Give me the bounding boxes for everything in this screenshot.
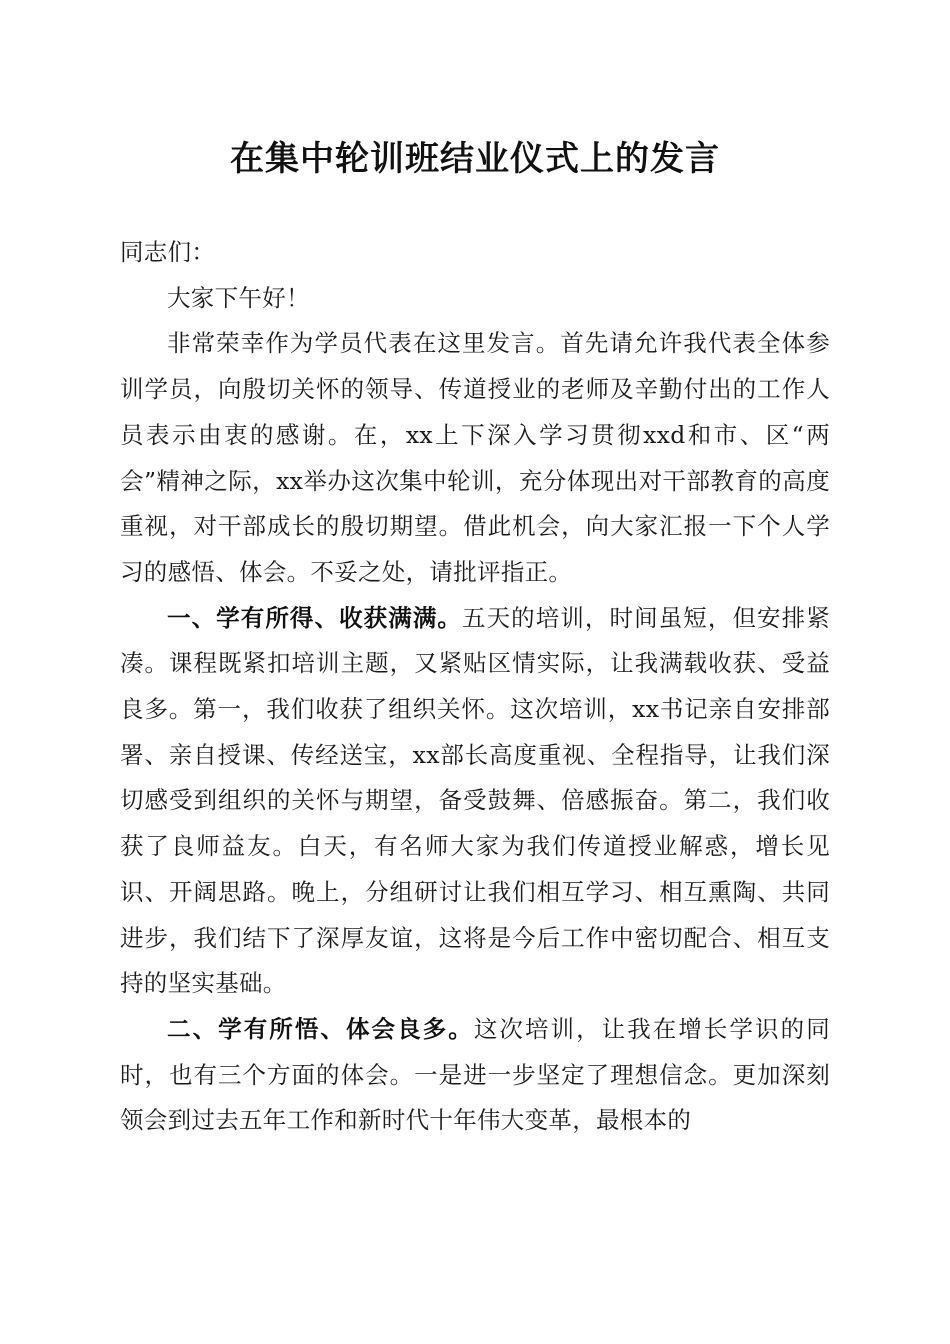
salutation: 同志们： bbox=[120, 238, 216, 266]
document-body bbox=[120, 230, 830, 1144]
paragraph-text: 这次培训，让我在增长学识的同时，也有三个方面的体会。一是进一步坚定了理想信念。更加深刻领会到过去五年工作和新时代十年伟大变革，最根本的 bbox=[120, 1014, 830, 1135]
paragraph-intro bbox=[120, 321, 830, 595]
section-heading: 二、学有所悟、体会良多。 bbox=[167, 1014, 474, 1043]
paragraph-text: 非常荣幸作为学员代表在这里发言。首先请允许我代表全体参训学员，向殷切关怀的领导、传道授业的老师及辛勤付出的工作人员表示由衷的感谢。在，xx上下深入学习贯彻xxd和市、区“两会”精神之际，xx举办这次集中轮训，充分体现出对干部教育的高度重视，对干部成长的殷切期望。借此机会，向大家汇报一下个人学习的感悟、体会。不妥之处，请批评指正。 bbox=[120, 329, 830, 586]
paragraph-text: 五天的培训，时间虽短，但安排紧凑。课程既紧扣培训主题，又紧贴区情实际，让我满载收获、受益良多。第一，我们收获了组织关怀。这次培训，xx书记亲自安排部署、亲自授课、传经送宝，xx部长高度重视、全程指导，让我们深切感受到组织的关怀与期望，备受鼓舞、倍感振奋。第二，我们收获了良师益友。白天，有名师大家为我们传道授业解惑，增长见识、开阔思路。晚上，分组研讨让我们相互学习、相互熏陶、共同进步，我们结下了深厚友谊，这将是今后工作中密切配合、相互支持的坚实基础。 bbox=[120, 603, 830, 998]
document-title: 在集中轮训班结业仪式上的发言 bbox=[230, 139, 720, 179]
greeting: 大家下午好！ bbox=[167, 283, 310, 312]
section-heading: 一、学有所得、收获满满。 bbox=[167, 603, 463, 632]
paragraph-section-2 bbox=[120, 1007, 830, 1144]
paragraph-section-1 bbox=[120, 596, 830, 1007]
